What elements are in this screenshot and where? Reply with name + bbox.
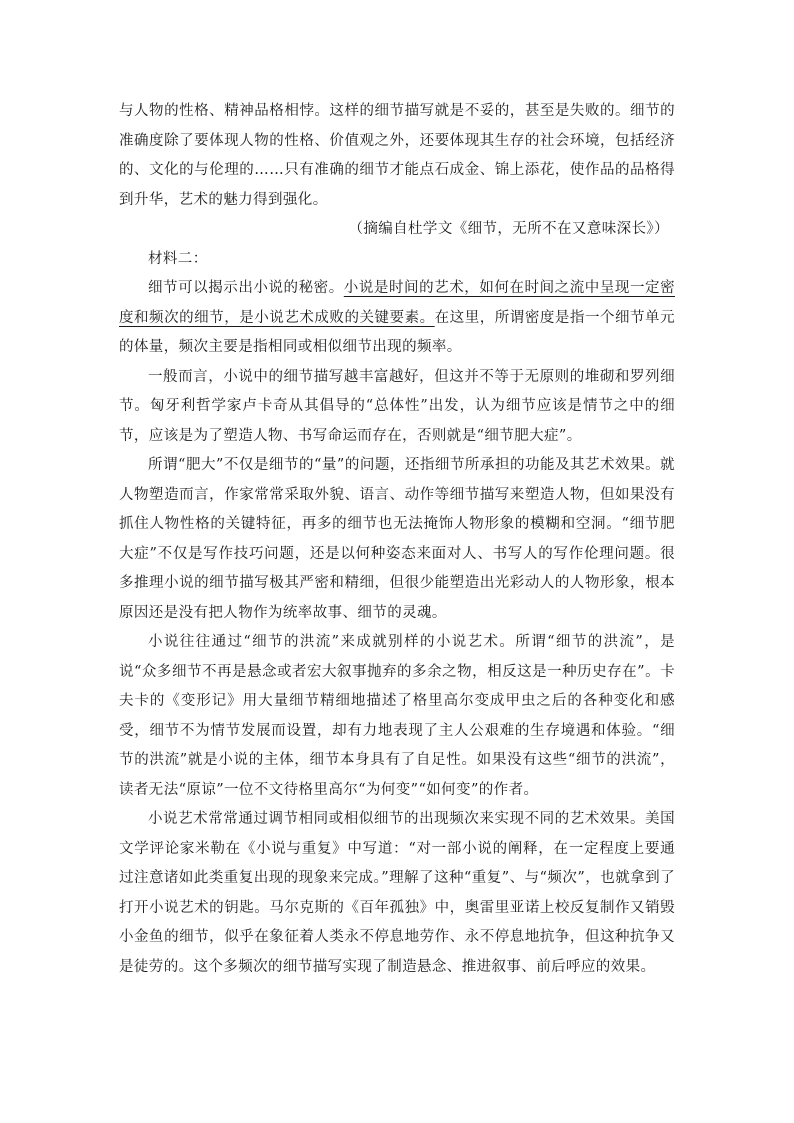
paragraph-detail-hypertrophy: 一般而言，小说中的细节描写越丰富越好，但这并不等于无原则的堆砌和罗列细节。匈牙利哲学家卢卡奇从其倡导的“总体性”出发，认为细节应该是情节之中的细节，应该是为了塑造人物、书写命运而存在，否则就是“细节肥大症”。 <box>119 368 675 444</box>
continuation-paragraph: 与人物的性格、精神品格相悖。这样的细节描写就是不妥的，甚至是失败的。细节的准确度除了要体现人物的性格、价值观之外，还要体现其生存的社会环境，包括经济的、文化的与伦理的……只有准确的细节才能点石成金、锦上添花，使作品的品格得到升华，艺术的魅力得到强化。 <box>119 103 675 208</box>
paragraph-frequency: 小说艺术常常通过调节相同或相似细节的出现频次来实现不同的艺术效果。美国文学评论家米勒在《小说与重复》中写道：“对一部小说的阐释，在一定程度上要通过注意诸如此类重复出现的现象来完成。”理解了这种“重复”、与“频次”，也就拿到了打开小说艺术的钥匙。马尔克斯的《百年孤独》中，奥雷里亚诺上校反复制作又销毁小金鱼的细节，似乎在象征着人类永不停息地劳作、永不停息地抗争，但这种抗争又是徒劳的。这个多频次的细节描写实现了制造悬念、推进叙事、前后呼应的效果。 <box>119 811 675 975</box>
paragraph-lead-text: 细节可以揭示出小说的秘密。 <box>148 280 344 296</box>
paragraph-secret <box>119 274 675 363</box>
paragraph-rest-text: 在这里，所谓密度是指一个细节单元的体量，频次主要是指相同或相似细节出现的频率。 <box>119 309 675 355</box>
source-citation: （摘编自杜学文《细节，无所不在又意味深长》） <box>348 221 669 237</box>
paragraph-detail-flood: 小说往往通过“细节的洪流”来成就别样的小说艺术。所谓“细节的洪流”，是说“众多细节不再是悬念或者宏大叙事抛弃的多余之物，相反这是一种历史存在”。卡夫卡的《变形记》用大量细节精细地描述了格里高尔变成甲虫之后的各种变化和感受，细节不为情节发展而设置，却有力地表现了主人公艰难的生存境遇和体验。“细节的洪流”就是小说的主体，细节本身具有了自足性。如果没有这些“细节的洪流”，读者无法“原谅”一位不文待格里高尔“为何变”“如何变”的作者。 <box>119 634 675 798</box>
article-body <box>119 97 675 982</box>
material-heading: 材料二： <box>148 250 208 267</box>
underlined-sentence: 小说是时间的艺术，如何在时间之流中呈现一定密度和频次的细节，是小说艺术成败的关键要素。 <box>119 280 675 326</box>
paragraph-fat-meaning: 所谓“肥大”不仅是细节的“量”的问题，还指细节所承担的功能及其艺术效果。就人物塑造而言，作家常常采取外貌、语言、动作等细节描写来塑造人物，但如果没有抓住人物性格的关键特征，再多的细节也无法掩饰人物形象的模糊和空洞。“细节肥大症”不仅是写作技巧问题，还是以何种姿态来面对人、书写人的写作伦理问题。很多推理小说的细节描写极其严密和精细，但很少能塑造出光彩动人的人物形象，根本原因还是没有把人物作为统率故事、细节的灵魂。 <box>119 457 675 621</box>
